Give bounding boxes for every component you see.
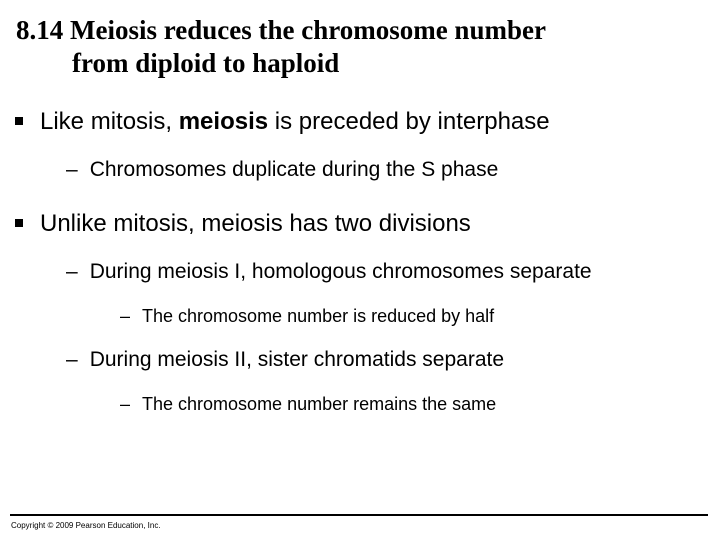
bullet-text: The chromosome number is reduced by half: [142, 306, 495, 326]
bullet-text: Unlike mitosis, meiosis has two divisions: [40, 210, 471, 237]
bullet-like-mitosis: [15, 108, 550, 136]
bullet-text: During meiosis II, sister chromatids separate: [89, 348, 505, 371]
sub-bullet-s-phase: [66, 158, 498, 182]
bullet-text-part: Like mitosis,: [40, 108, 173, 135]
dash-bullet-icon: –: [66, 348, 78, 371]
bullet-text: The chromosome number remains the same: [142, 394, 497, 414]
bullet-unlike-mitosis: [15, 210, 471, 238]
bullet-text: During meiosis I, homologous chromosomes separate: [89, 260, 592, 283]
sub-sub-bullet-remains-same: [120, 394, 496, 415]
title-line-2: from diploid to haploid: [72, 48, 340, 78]
bullet-text: Chromosomes duplicate during the S phase: [89, 158, 499, 181]
bullet-text-part: is preceded by interphase: [274, 108, 550, 135]
square-bullet-icon: [15, 219, 23, 227]
footer-divider: [10, 514, 708, 516]
sub-sub-bullet-reduced-by-half: [120, 306, 494, 327]
dash-bullet-icon: –: [66, 158, 78, 181]
title-line-1: 8.14 Meiosis reduces the chromosome number: [16, 15, 546, 45]
dash-bullet-icon: –: [120, 394, 131, 414]
bullet-text: [40, 108, 550, 136]
sub-bullet-meiosis-i: [66, 260, 592, 284]
sub-bullet-meiosis-ii: [66, 348, 504, 372]
meiosis-bold-term: meiosis: [178, 108, 269, 135]
square-bullet-icon: [15, 117, 23, 125]
copyright-footer: Copyright © 2009 Pearson Education, Inc.: [11, 521, 161, 530]
dash-bullet-icon: –: [120, 306, 131, 326]
slide-title: [16, 14, 546, 80]
dash-bullet-icon: –: [66, 260, 78, 283]
